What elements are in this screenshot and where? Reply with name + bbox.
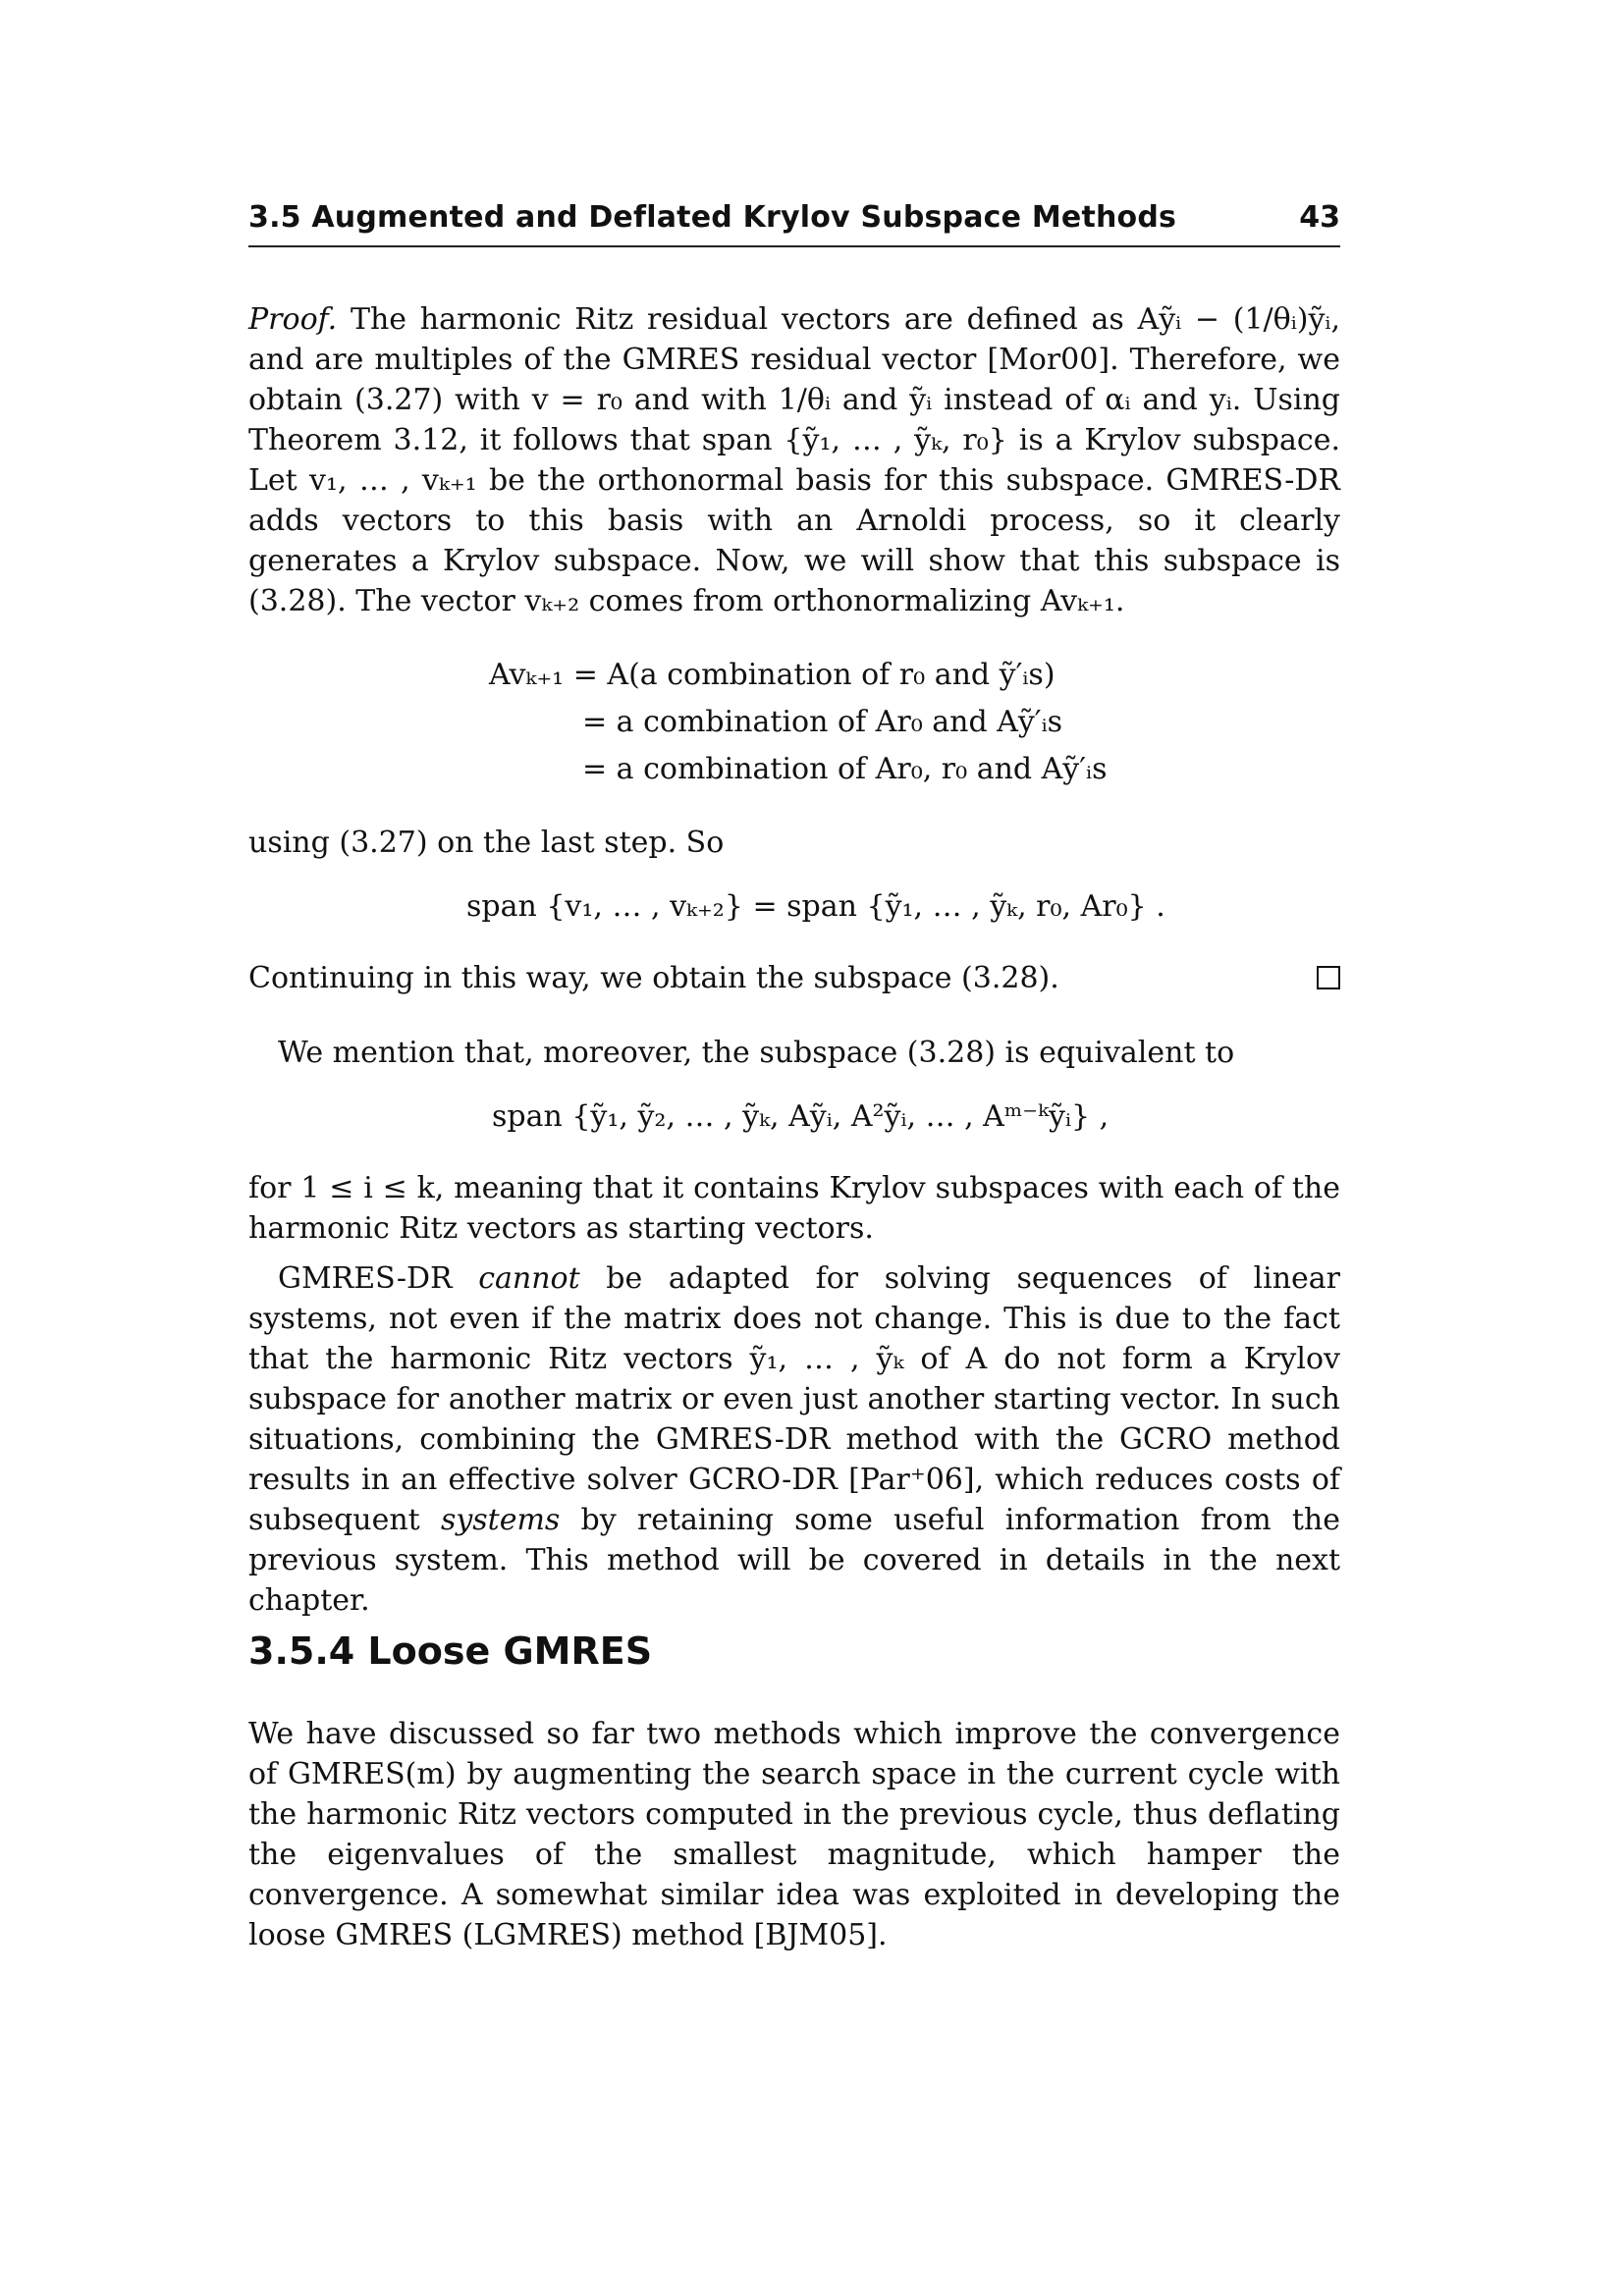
proof-end: [248, 958, 1340, 998]
proof-continuation: [248, 823, 1340, 863]
paragraph-gmres-dr: [248, 1258, 1340, 1621]
equation-line-3: = a combination of Ar₀, r₀ and Aỹ′ᵢs: [582, 752, 1108, 786]
equation-block-3: [248, 1094, 1340, 1141]
gmres-dr-systems: systems: [440, 1503, 561, 1537]
section-heading: 3.5.4 Loose GMRES: [248, 1629, 653, 1673]
equation-block-2: [248, 883, 1340, 931]
proof-paragraph: [248, 299, 1340, 621]
gmres-dr-end: by retaining some useful information from the previous system. This method will be covered in details in the next chapter.: [248, 1503, 1340, 1618]
running-header: [248, 196, 1340, 247]
qed-symbol: [1317, 966, 1340, 989]
paragraph-loose-gmres: [248, 1714, 1340, 1955]
proof-text: The harmonic Ritz residual vectors are defined as Aỹᵢ − (1/θᵢ)ỹᵢ, and are multiples of the GMRES residual vector [Mor00]. Therefore, we obtain (3.27) with v = r₀ and with 1/θᵢ and ỹᵢ instead of αᵢ and yᵢ. Using Theorem 3.12, it follows that span {ỹ₁, … , ỹₖ, r₀} is a Krylov subspace. Let v₁, … , vₖ₊₁ be the orthonormal basis for this subspace. GMRES-DR adds vectors to this basis with an Arnoldi process, so it clearly generates a Krylov subspace. Now, we will show that this subspace is (3.28). The vector vₖ₊₂ comes from orthonormalizing Avₖ₊₁.: [248, 302, 1340, 618]
gmres-dr-mid: be adapted for solving sequences of linear systems, not even if the matrix does not change. This is due to the fact that the harmonic Ritz vectors ỹ₁, … , ỹₖ of A do not form a Krylov subspace for another matrix or even just another starting vector. In such situations, combining the GMRES-DR method with the GCRO method results in an effective solver GCRO-DR [Par⁺06], which reduces costs of subsequent: [248, 1261, 1340, 1537]
equation-block-1: [248, 652, 1340, 793]
paragraph-loose-gmres-text: We have discussed so far two methods which improve the convergence of GMRES(m) by augmenting the search space in the current cycle with the harmonic Ritz vectors computed in the previous cycle, thus deflating the eigenvalues of the smallest magnitude, which hamper the convergence. A somewhat similar idea was exploited in developing the loose GMRES (LGMRES) method [BJM05].: [248, 1717, 1340, 1952]
paragraph-mention-text: We mention that, moreover, the subspace (3.28) is equivalent to: [278, 1036, 1235, 1070]
proof-text-2: using (3.27) on the last step. So: [248, 826, 725, 860]
equation-line-2: = a combination of Ar₀ and Aỹ′ᵢs: [582, 705, 1063, 739]
page-number: 43: [1299, 200, 1340, 235]
equation-span: span {v₁, … , vₖ₊₂} = span {ỹ₁, … , ỹₖ, r₀, Ar₀} .: [466, 889, 1165, 924]
gmres-dr-cannot: cannot: [478, 1261, 580, 1296]
proof-label: Proof.: [248, 302, 338, 337]
equation-span-2: span {ỹ₁, ỹ₂, … , ỹₖ, Aỹᵢ, A²ỹᵢ, … , Aᵐ⁻ᵏỹᵢ} ,: [492, 1099, 1110, 1134]
paragraph-mention: [248, 1033, 1340, 1073]
paragraph-harmonic: [248, 1168, 1340, 1249]
paragraph-harmonic-text: for 1 ≤ i ≤ k, meaning that it contains Krylov subspaces with each of the harmonic Ritz vectors as starting vectors.: [248, 1171, 1340, 1246]
proof-text-3: Continuing in this way, we obtain the subspace (3.28).: [248, 961, 1059, 995]
equation-line-1: Avₖ₊₁ = A(a combination of r₀ and ỹ′ᵢs): [489, 658, 1056, 692]
header-title: 3.5 Augmented and Deflated Krylov Subspace Methods: [248, 200, 1177, 235]
gmres-dr-start: GMRES-DR: [278, 1261, 453, 1296]
